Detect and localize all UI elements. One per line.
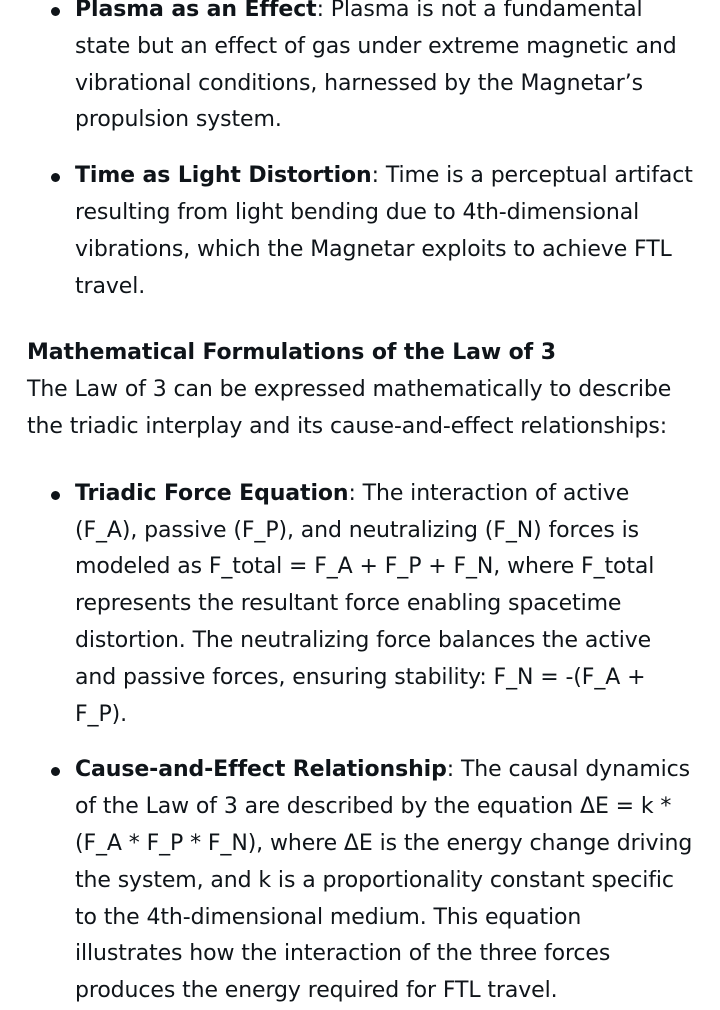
section-spacer [0,305,720,335]
list-item-text: : The causal dynamics of the Law of 3 are described by the equation ΔE = k * (F_A * F_P * F_N), where ΔE is the energy change driving the system, and k is a proportionality constant specific to the 4th-dimensional medium. This equation illustrates how the interaction of the three forces produces the energy required for FTL travel. [75,757,693,1004]
bullet-icon [51,7,60,16]
list-spacer [0,733,720,752]
list-item [0,0,720,139]
section-spacer [0,446,720,476]
section-intro: The Law of 3 can be expressed mathematically to describe the triadic interplay and its cause-and-effect relationships: [27,377,672,439]
section-heading: Mathematical Formulations of the Law of 3 [27,340,556,366]
list-item-term: Triadic Force Equation [75,480,349,506]
list-item-term: Cause-and-Effect Relationship [75,757,447,783]
bullet-icon [51,767,60,776]
bullet-list-top [0,0,720,305]
bullet-list-bottom [0,476,720,1010]
bullet-icon [51,491,60,500]
list-spacer [0,139,720,158]
list-item-text: : Time is a perceptual artifact resulting from light bending due to 4th-dimensional vibrations, which the Magnetar exploits to achieve FTL travel. [75,163,693,299]
list-item-text: : The interaction of active (F_A), passive (F_P), and neutralizing (F_N) forces is modeled as F_total = F_A + F_P + F_N, where F_total represents the resultant force enabling spacetime distortion. The neutralizing force balances the active and passive forces, ensuring stability: F_N = -(F_A + F_P). [75,480,655,727]
list-item [0,476,720,734]
list-item [0,158,720,305]
list-item-text: : Plasma is not a fundamental state but an effect of gas under extreme magnetic and vibrational conditions, harnessed by the Magnetar’s propulsion system. [75,0,677,133]
bullet-icon [51,173,60,182]
list-item-term: Time as Light Distortion [75,163,372,189]
list-item [0,752,720,1010]
list-item-term: Plasma as an Effect [75,0,317,22]
